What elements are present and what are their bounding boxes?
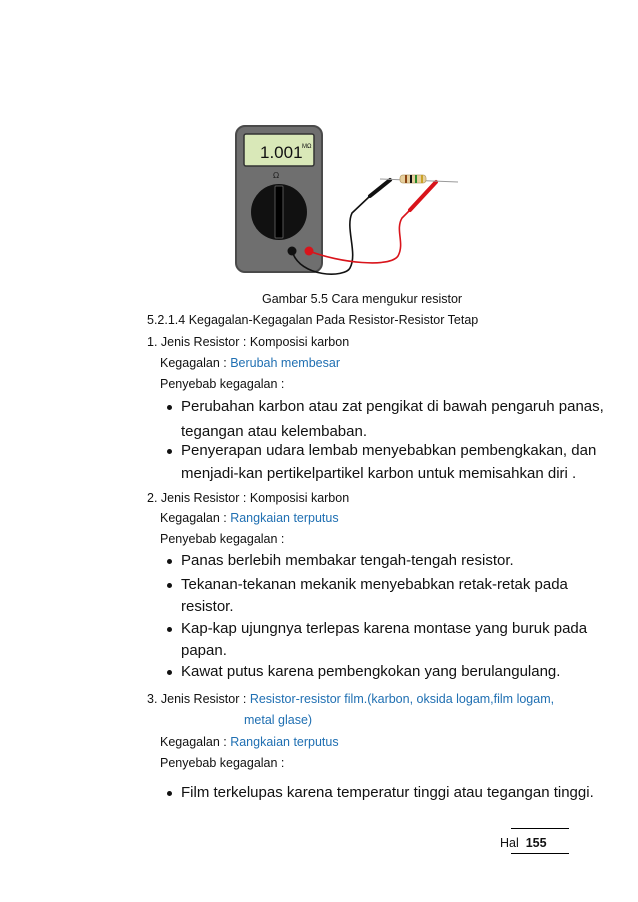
list-item-continuation: papan. xyxy=(181,642,227,659)
list-item-continuation: resistor. xyxy=(181,598,234,615)
red-probe-wire xyxy=(309,210,410,263)
page-number xyxy=(500,836,547,850)
kegagalan-value: Rangkaian terputus xyxy=(230,735,339,749)
section-3-title xyxy=(147,692,554,706)
meter-unit: MΩ xyxy=(302,144,312,150)
kegagalan-label: Kegagalan : xyxy=(160,356,231,370)
section-1-title: 1. Jenis Resistor : Komposisi karbon xyxy=(147,335,350,349)
list-item: Tekanan-tekanan mekanik menyebabkan retak-retak pada xyxy=(181,576,568,593)
section-2-penyebab: Penyebab kegagalan : xyxy=(160,532,285,546)
dial-pointer xyxy=(275,186,283,238)
kegagalan-label: Kegagalan : xyxy=(160,511,231,525)
section-heading: 5.2.1.4 Kegagalan-Kegagalan Pada Resistor-Resistor Tetap xyxy=(147,313,479,327)
dial-symbol: Ω xyxy=(272,171,280,180)
section-2-kegagalan xyxy=(160,511,339,525)
footer-rule-top xyxy=(511,828,569,829)
section-2-title: 2. Jenis Resistor : Komposisi karbon xyxy=(147,491,350,505)
section-3-penyebab: Penyebab kegagalan : xyxy=(160,756,285,770)
list-item: Panas berlebih membakar tengah-tengah resistor. xyxy=(181,552,514,569)
section-3-kegagalan xyxy=(160,735,339,749)
section-3-title-label: 3. Jenis Resistor : xyxy=(147,692,250,706)
meter-reading: 1.001 xyxy=(260,143,303,162)
multimeter-figure xyxy=(230,118,470,286)
section-3-title-value-cont: metal glase) xyxy=(244,713,313,727)
section-1-penyebab: Penyebab kegagalan : xyxy=(160,377,285,391)
figure-caption: Gambar 5.5 Cara mengukur resistor xyxy=(262,292,463,306)
list-item: Film terkelupas karena temperatur tinggi atau tegangan tinggi. xyxy=(181,784,594,801)
list-item-continuation: menjadi-kan pertikelpartikel karbon untuk memisahkan diri . xyxy=(181,465,577,482)
list-item: Kawat putus karena pembengkokan yang berulangulang. xyxy=(181,663,561,680)
footer-rule-bottom xyxy=(511,853,569,854)
section-1-kegagalan xyxy=(160,356,340,370)
page-value: 155 xyxy=(525,836,547,850)
page-label: Hal xyxy=(500,836,519,850)
list-item-continuation: tegangan atau kelembaban. xyxy=(181,423,367,440)
black-probe xyxy=(370,180,390,196)
kegagalan-value: Berubah membesar xyxy=(230,356,340,370)
section-3-title-value: Resistor-resistor film.(karbon, oksida logam,film logam, xyxy=(249,692,555,706)
kegagalan-label: Kegagalan : xyxy=(160,735,231,749)
list-item: Perubahan karbon atau zat pengikat di bawah pengaruh panas, xyxy=(181,398,604,415)
kegagalan-value: Rangkaian terputus xyxy=(230,511,339,525)
list-item: Kap-kap ujungnya terlepas karena montase yang buruk pada xyxy=(181,620,588,637)
red-probe xyxy=(410,182,436,210)
list-item: Penyerapan udara lembab menyebabkan pembengkakan, dan xyxy=(181,442,597,459)
